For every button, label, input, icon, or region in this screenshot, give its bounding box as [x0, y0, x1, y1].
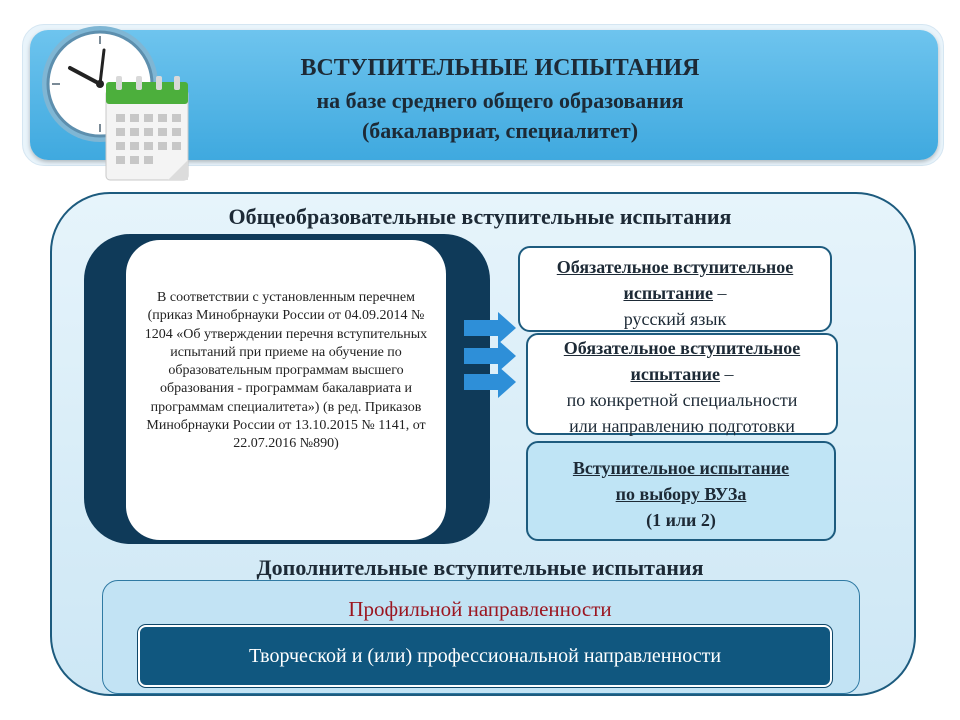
order-reference-text: В соответствии с установленным перечнем (приказ Минобрнауки России от 04.09.2014 № 1204 «Об утверждении перечня вступительных испытаний при приеме на обучение по образовательным программам высшего образования - программам бакалавриата и программам специалитета») (в ред. Приказов Минобрнауки России от 13.10.2015 № 1141, от 22.07.2016 №890): [144, 290, 428, 452]
required-test-value-line1: по конкретной специальности: [566, 390, 798, 410]
clock-calendar-icon: [36, 24, 196, 184]
page-subtitle-line2: (бакалавриат, специалитет): [361, 118, 639, 143]
choice-test-count: (1 или 2): [646, 510, 716, 530]
required-test-title-line2: испытание: [623, 283, 714, 303]
additional-tests-heading: Дополнительные вступительные испытания: [256, 555, 704, 580]
university-choice-test-box: [526, 441, 836, 541]
page-title: ВСТУПИТЕЛЬНЫЕ ИСПЫТАНИЯ: [300, 55, 700, 81]
required-test-title-line1: Обязательное вступительное: [563, 338, 801, 358]
required-test-value-line2: или направлению подготовки: [569, 416, 795, 436]
creative-orientation-label: Творческой и (или) профессиональной направленности: [248, 645, 722, 667]
dash: –: [713, 283, 727, 303]
required-test-specialty-box: [526, 333, 838, 435]
arrow-right-icon: [464, 366, 516, 398]
required-test-title-line2: испытание: [630, 364, 721, 384]
required-test-title-line1: Обязательное вступительное: [556, 257, 794, 277]
choice-test-title-line2: по выбору ВУЗа: [615, 484, 747, 504]
choice-test-title-line1: Вступительное испытание: [572, 458, 790, 478]
required-test-russian-box: [518, 246, 832, 332]
dash: –: [720, 364, 734, 384]
required-test-value: русский язык: [623, 309, 727, 329]
general-tests-heading: Общеобразовательные вступительные испытания: [228, 204, 732, 229]
profile-orientation-label: Профильной направленности: [348, 597, 612, 621]
page-subtitle-line1: на базе среднего общего образования: [316, 88, 684, 113]
